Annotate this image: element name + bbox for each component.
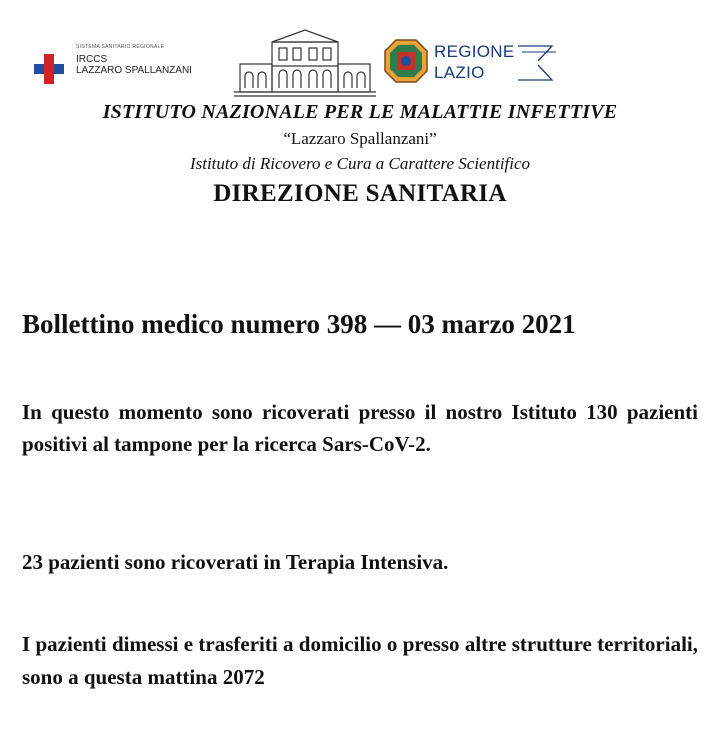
bulletin-paragraph-admitted: In questo momento sono ricoverati presso il nostro Istituto 130 pazienti positivi al tampone per la ricerca Sars-CoV-2.	[22, 400, 698, 456]
bulletin-paragraph-intensive-care: 23 pazienti sono ricoverati in Terapia Intensiva.	[22, 550, 449, 574]
institute-subtitle: Istituto di Ricovero e Cura a Carattere Scientifico	[189, 154, 531, 173]
irccs-logo	[34, 44, 224, 84]
lazio-line2: LAZIO	[434, 63, 485, 82]
institute-name: “Lazzaro Spallanzani”	[283, 129, 437, 148]
irccs-line2: LAZZARO SPALLANZANI	[76, 65, 192, 76]
institute-heading: ISTITUTO NAZIONALE PER LE MALATTIE INFETTIVE	[102, 101, 618, 123]
institute-building-icon	[232, 26, 378, 98]
department-heading: DIREZIONE SANITARIA	[213, 180, 507, 207]
lazio-line1: REGIONE	[434, 42, 515, 61]
irccs-small-caption: SISTEMA SANITARIO REGIONALE	[76, 44, 165, 50]
logo-bar	[0, 26, 720, 98]
lazio-emblem-icon	[383, 38, 429, 84]
regione-lazio-logo	[434, 42, 564, 86]
bulletin-title: Bollettino medico numero 398 — 03 marzo 2021	[22, 309, 576, 339]
lazio-swoosh-icon	[516, 42, 558, 84]
medical-cross-icon	[34, 54, 64, 84]
bulletin-paragraph-discharged: I pazienti dimessi e trasferiti a domicilio o presso altre strutture territoriali, sono a questa mattina 2072	[22, 632, 698, 689]
irccs-line1: IRCCS	[76, 54, 108, 65]
